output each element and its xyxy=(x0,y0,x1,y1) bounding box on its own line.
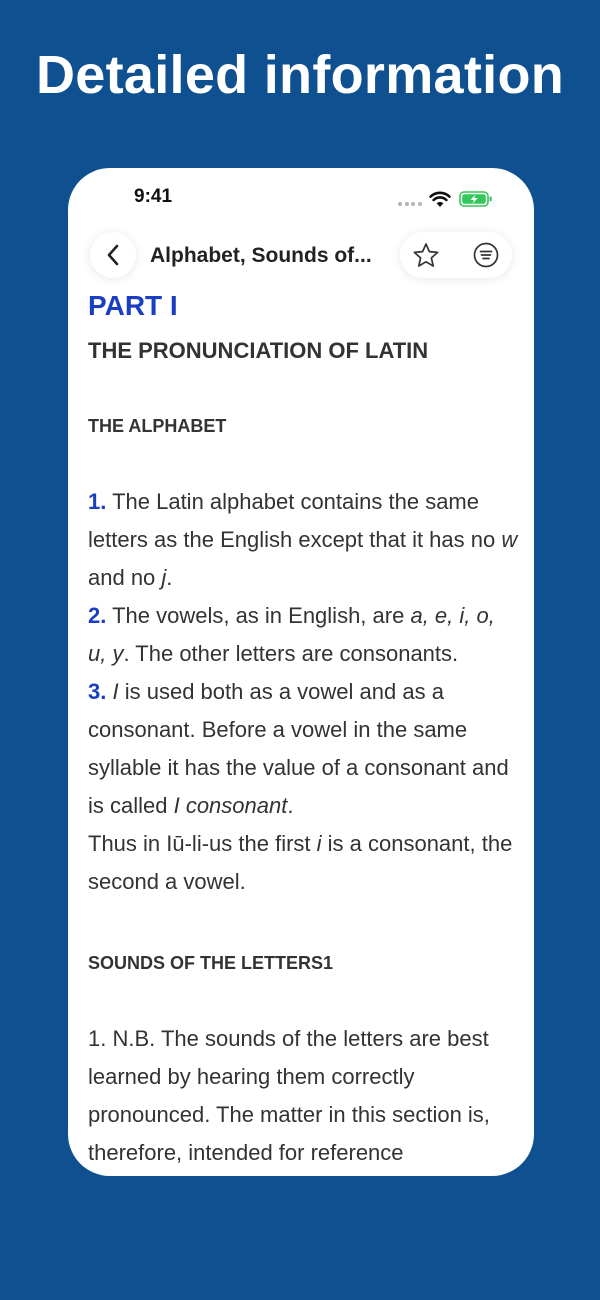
chapter-title: THE PRONUNCIATION OF LATIN xyxy=(88,338,429,363)
paragraph-example: Thus in Iū-li-us the first i is a consonant, the second a vowel. xyxy=(88,831,513,894)
wifi-icon xyxy=(429,190,451,208)
nav-actions xyxy=(400,232,512,278)
bookmark-button[interactable] xyxy=(410,240,442,270)
paragraph-1: 1. The Latin alphabet contains the same letters as the English except that it has no w and no j. xyxy=(88,489,518,590)
section-title-sounds: SOUNDS OF THE LETTERS1 xyxy=(88,953,334,973)
star-icon xyxy=(412,242,440,269)
battery-charging-icon xyxy=(459,191,493,207)
article-content xyxy=(88,286,518,1172)
paragraph-3: 3. I is used both as a vowel and as a consonant. Before a vowel in the same syllable it has the value of a consonant and is called I consonant. xyxy=(88,679,509,818)
chevron-left-icon xyxy=(106,244,120,266)
paragraph-number: 3. xyxy=(88,679,107,704)
menu-button[interactable] xyxy=(470,240,502,270)
part-title: PART I xyxy=(88,290,178,321)
paragraph-2: 2. The vowels, as in English, are a, e, i, o, u, y. The other letters are consonants. xyxy=(88,603,495,666)
back-button[interactable] xyxy=(90,232,136,278)
footnote-paragraph: 1. N.B. The sounds of the letters are best learned by hearing them correctly pronounced. The matter in this section is, therefore, intended for reference xyxy=(88,1026,490,1165)
section-title-alphabet: THE ALPHABET xyxy=(88,416,227,436)
list-menu-icon xyxy=(473,242,499,268)
paragraph-number: 1. xyxy=(88,489,107,514)
cellular-signal-icon xyxy=(398,202,424,206)
status-time: 9:41 xyxy=(134,186,173,207)
promo-headline: Detailed information xyxy=(35,45,565,105)
phone-screen xyxy=(68,168,534,1176)
paragraph-number: 2. xyxy=(88,603,107,628)
nav-title: Alphabet, Sounds of... xyxy=(150,244,372,267)
